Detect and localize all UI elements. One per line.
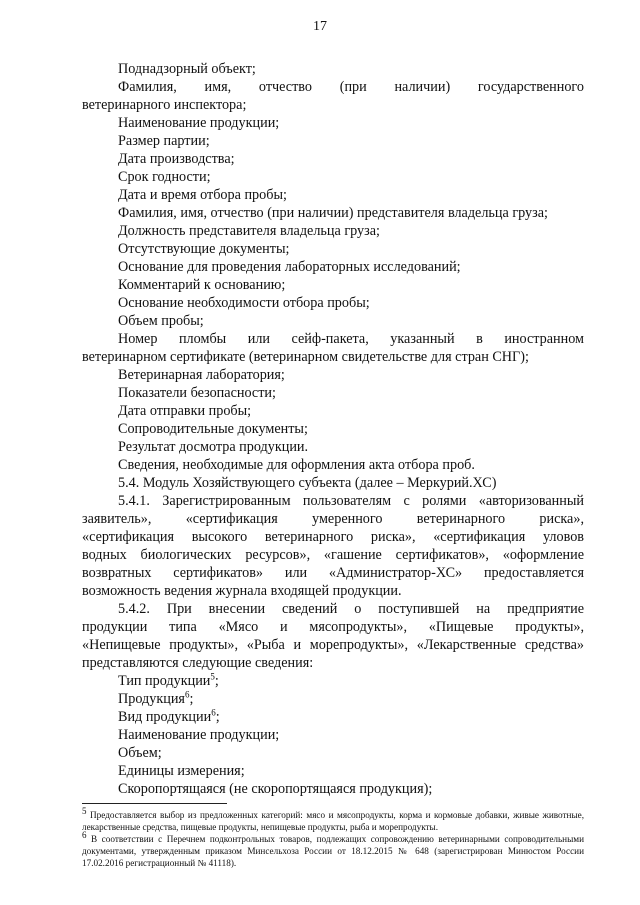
footnote: [82, 805, 584, 833]
text-line: Результат досмотра продукции.: [118, 439, 309, 455]
text-line: Дата производства;: [118, 151, 235, 167]
text-line: Основание необходимости отбора пробы;: [118, 295, 370, 311]
text-line: [82, 672, 584, 690]
text-line: ветеринарном сертификате (ветеринарном свидетельстве для стран СНГ);: [82, 349, 529, 365]
text-fragment: Тип продукции: [118, 673, 211, 689]
text-line: Комментарий к основанию;: [118, 277, 286, 293]
text-line: Ветеринарная лаборатория;: [118, 367, 285, 383]
text-line: Сопроводительные документы;: [118, 421, 308, 437]
text-line: Единицы измерения;: [118, 763, 245, 779]
footnotes: [82, 805, 584, 869]
text-line: возвратных сертификатов» или «Администратор-ХС» предоставляется: [82, 565, 584, 581]
text-line: Фамилия, имя, отчество (при наличии) государственного: [118, 79, 584, 95]
text-line: Размер партии;: [118, 133, 210, 149]
text-line: [82, 708, 584, 726]
text-line: «Непищевые продукты», «Рыба и морепродукты», «Лекарственные средства»: [82, 637, 584, 653]
page-number: 17: [313, 19, 327, 34]
footnote-ref: 5: [210, 671, 215, 682]
text-line: продукции типа «Мясо и мясопродукты», «Пищевые продукты»,: [82, 619, 584, 635]
footnote-mark: 6: [82, 829, 87, 840]
text-line: 5.4.1. Зарегистрированным пользователям с ролями «авторизованный: [118, 493, 584, 509]
text-line: Срок годности;: [118, 169, 211, 185]
text-line: Дата отправки пробы;: [118, 403, 252, 419]
text-line: Объем;: [118, 745, 162, 761]
text-line: ветеринарного инспектора;: [82, 97, 247, 113]
text-line: Объем пробы;: [118, 313, 204, 329]
text-line: «сертификация высокого ветеринарного риска», «сертификация уловов: [82, 529, 584, 545]
text-fragment: Вид продукции: [118, 709, 212, 725]
text-fragment: ;: [214, 673, 219, 689]
text-line: заявитель», «сертификация умеренного ветеринарного риска»,: [82, 511, 584, 527]
text-line: [82, 690, 584, 708]
text-line: Сведения, необходимые для оформления акта отбора проб.: [118, 457, 475, 473]
footnote: [82, 829, 584, 869]
footnote-ref: 6: [211, 707, 216, 718]
text-line: Показатели безопасности;: [118, 385, 276, 401]
text-line: представляются следующие сведения:: [82, 655, 314, 671]
text-line: возможность ведения журнала входящей продукции.: [82, 583, 402, 599]
footnote-text: Предоставляется выбор из предложенных категорий: мясо и мясопродукты, корма и кормовые добавки, живые животные, лекарственные средства, пищевые продукты, непищевые продукты, рыба и морепродукты.: [82, 810, 584, 832]
text-line: Должность представителя владельца груза;: [118, 223, 380, 239]
text-fragment: ;: [215, 709, 220, 725]
text-line: Номер пломбы или сейф-пакета, указанный в иностранном: [118, 331, 584, 347]
footnote-separator: [82, 803, 227, 804]
footnote-text: В соответствии с Перечнем подконтрольных товаров, подлежащих сопровождению ветеринарными сопроводительными документами, утвержденным приказом Минсельхоза России от 18.12.2015 № 648 (зарегистрирован Минюстом России 17.02.2016 регистрационный № 41118).: [82, 834, 584, 868]
text-line: Наименование продукции;: [118, 727, 280, 743]
text-fragment: ;: [189, 691, 194, 707]
text-line: Наименование продукции;: [118, 115, 280, 131]
text-line: Основание для проведения лабораторных исследований;: [118, 259, 461, 275]
section-heading: 5.4. Модуль Хозяйствующего субъекта (далее – Меркурий.ХС): [118, 475, 497, 491]
text-line: Фамилия, имя, отчество (при наличии) представителя владельца груза;: [118, 205, 548, 221]
text-line: Скоропортящаяся (не скоропортящаяся продукция);: [118, 781, 433, 797]
footnote-ref: 6: [184, 689, 190, 700]
text-line: Поднадзорный объект;: [118, 61, 256, 77]
text-line: водных биологических ресурсов», «гашение сертификатов», «оформление: [82, 547, 584, 563]
text-line: Отсутствующие документы;: [118, 241, 290, 257]
text-line: 5.4.2. При внесении сведений о поступившей на предприятие: [118, 601, 584, 617]
footnote-mark: 5: [82, 805, 87, 816]
text-fragment: Продукция: [118, 691, 185, 707]
document-body: [82, 60, 584, 798]
text-line: Дата и время отбора пробы;: [118, 187, 287, 203]
